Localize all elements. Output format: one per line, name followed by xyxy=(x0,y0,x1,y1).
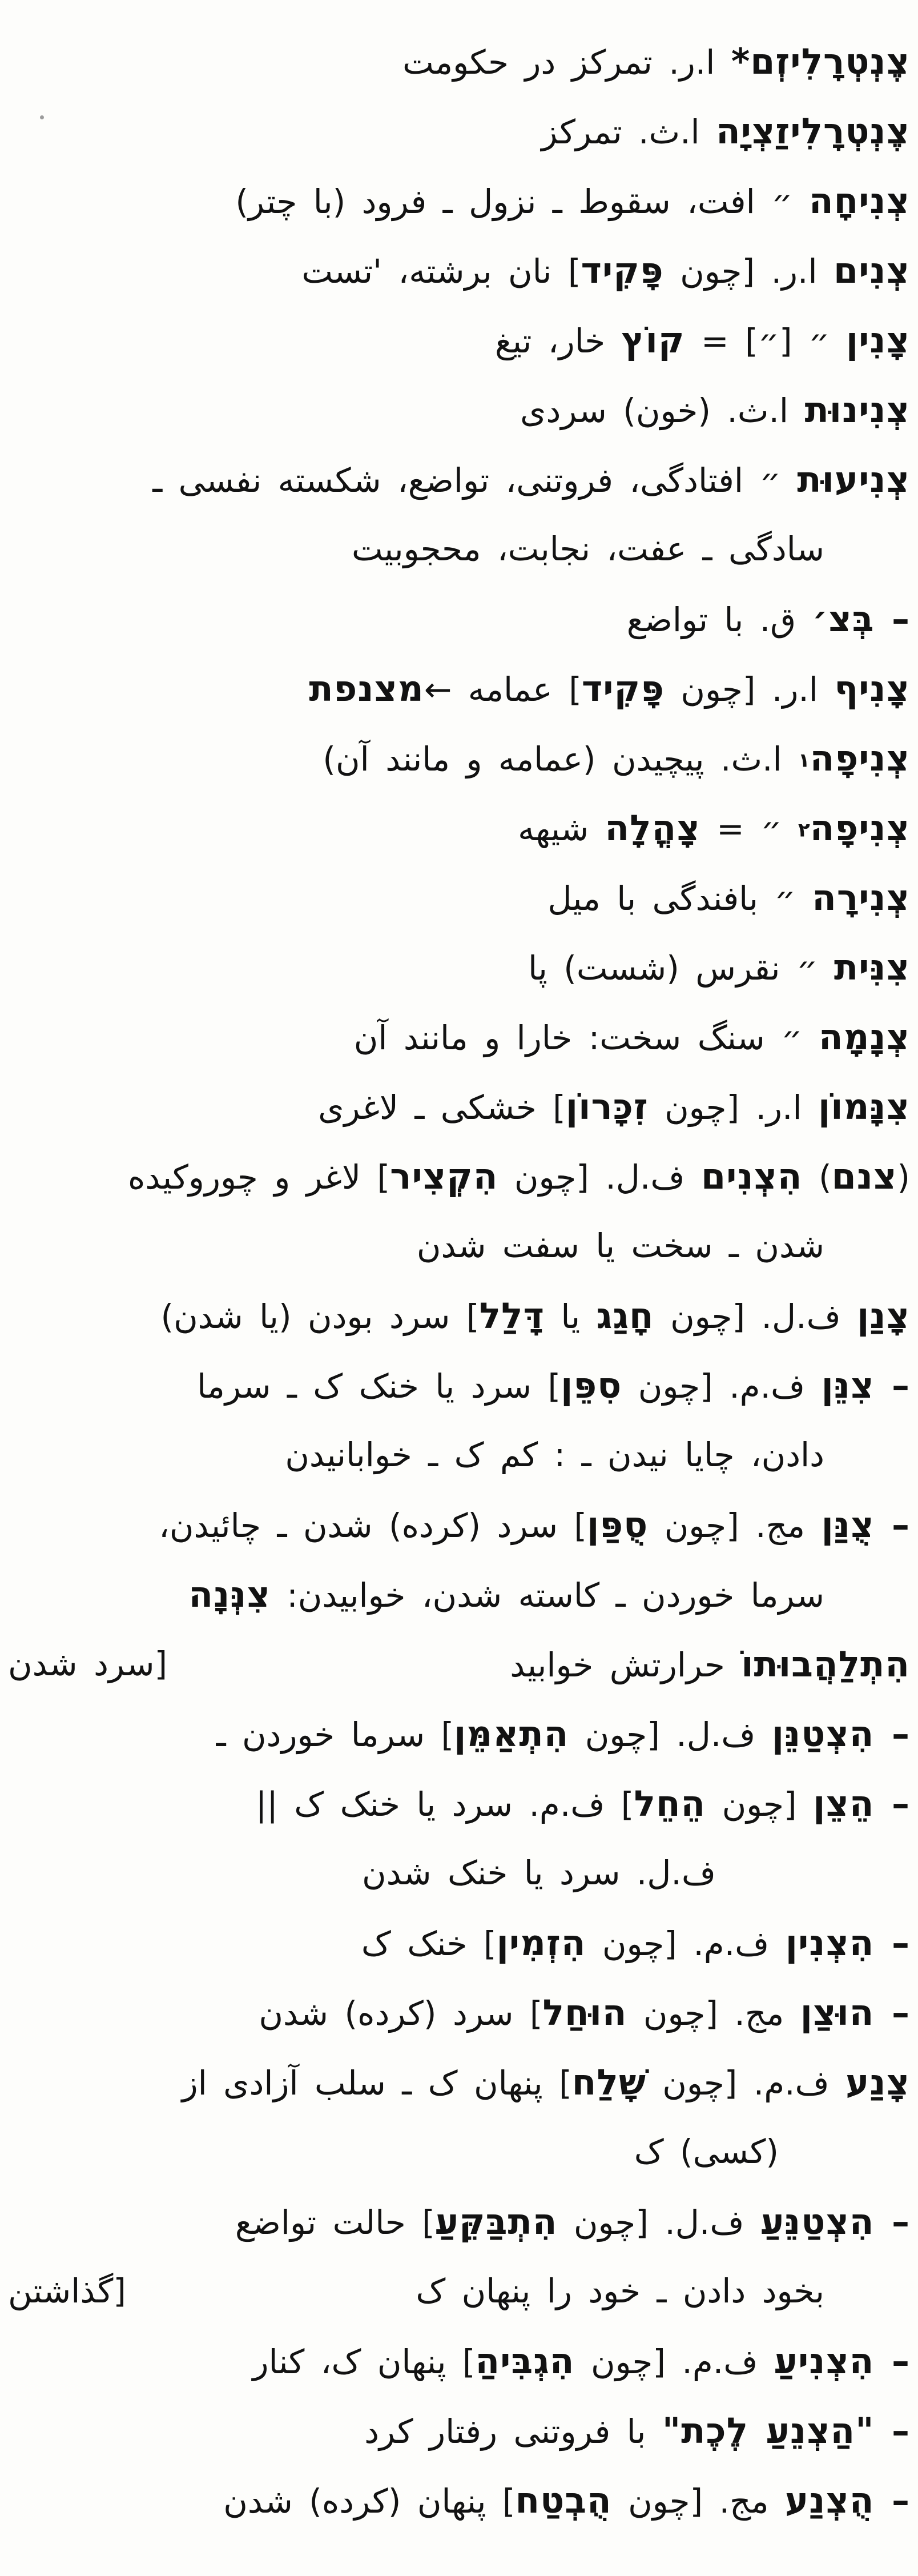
entry-main-text xyxy=(182,2061,910,2103)
hebrew-text: – הִצְטַנֵּעַ xyxy=(760,2200,910,2242)
persian-text: ا.ر. [چون xyxy=(648,1088,818,1127)
entry-line xyxy=(8,305,910,375)
superscript-index: ٢ xyxy=(798,818,810,842)
entry-line xyxy=(8,375,910,444)
hebrew-text: צִנִּית xyxy=(834,946,910,988)
entry-line xyxy=(8,1699,910,1768)
entry-line xyxy=(8,514,910,584)
persian-text: ] سرد (کرده) شدن xyxy=(259,1993,543,2033)
entry-line xyxy=(8,1908,910,1977)
persian-text: مج. [چون xyxy=(611,2481,785,2521)
entry-line xyxy=(8,2465,910,2535)
persian-text: ״ افت، سقوط ـ نزول ـ فرود (با چتر) xyxy=(235,182,809,221)
entry-line xyxy=(8,1072,910,1141)
hebrew-text: – הֵצֵן xyxy=(813,1782,910,1824)
entry-main-text xyxy=(309,668,910,709)
hebrew-text: סֻפַּן xyxy=(587,1503,649,1546)
hebrew-text: צָנַן xyxy=(857,1294,910,1337)
hebrew-text: הִגְבִּיהַ xyxy=(475,2340,575,2382)
persian-text: ] ف.م. سرد یا خنک ک || xyxy=(255,1784,634,1824)
entry-main-text xyxy=(285,1435,824,1474)
hebrew-text: הִצְנִים xyxy=(700,1155,803,1197)
persian-text: ] حالت تواضع xyxy=(235,2202,435,2242)
entry-line xyxy=(8,2326,910,2396)
hebrew-text: צֶנְטְרָלִיזְם* xyxy=(731,40,910,82)
persian-text: ] سرما خوردن ـ xyxy=(216,1715,454,1754)
hebrew-text: צֶנְטְרָלִיזַצְיָה xyxy=(716,110,910,152)
entry-main-text xyxy=(416,2272,824,2310)
entry-main-text xyxy=(223,2479,910,2521)
persian-text: ] خنک ک xyxy=(361,1924,497,1963)
hebrew-text: צְנִיפָה xyxy=(810,806,910,849)
hebrew-text: – "הַצְנֵעַ לֶכֶת" xyxy=(662,2409,910,2451)
entry-line xyxy=(8,235,910,305)
persian-text: ف.ل. [چون xyxy=(557,2202,760,2242)
hebrew-text: צנם xyxy=(831,1155,897,1197)
persian-text: بخود دادن ـ خود را پنهان ک xyxy=(416,2272,824,2310)
persian-text: ] سرد (کرده) شدن ـ چائیدن، xyxy=(159,1506,587,1545)
entry-line xyxy=(8,1141,910,1211)
hebrew-text: – הֻצְנַע xyxy=(784,2479,910,2521)
hebrew-text: צְנִיחָה xyxy=(808,179,910,222)
entry-line xyxy=(8,1211,910,1281)
hebrew-text: צָנִיף xyxy=(834,667,910,709)
entry-main-text xyxy=(259,1992,910,2033)
persian-text: ״ = xyxy=(700,809,799,848)
persian-text: ف.م. [چون xyxy=(646,2063,846,2102)
entry-line xyxy=(8,1629,910,1699)
entry-main-text xyxy=(256,1783,910,1824)
entry-line xyxy=(8,793,910,862)
entry-line xyxy=(8,444,910,514)
persian-text: ف.م. [چون xyxy=(574,2342,774,2381)
persian-text: ف.م. [چون xyxy=(586,1924,786,1963)
persian-text: ״ نقرس (شست) پا xyxy=(528,948,834,988)
hebrew-text: הֵחֵל xyxy=(634,1782,706,1824)
entry-main-text xyxy=(235,180,910,222)
entry-main-text xyxy=(189,1574,824,1615)
entry-line xyxy=(8,2396,910,2465)
hebrew-text: מצנפת xyxy=(309,667,424,709)
scan-speckle xyxy=(40,115,44,119)
persian-text: مج. [چون xyxy=(648,1506,822,1545)
persian-text: ف.ل. [چون xyxy=(498,1157,701,1197)
hebrew-text: הִתְבַּקֵּעַ xyxy=(434,2200,558,2242)
entry-line xyxy=(8,2047,910,2117)
persian-text: حرارتش خوابید xyxy=(510,1645,742,1684)
entry-line xyxy=(8,1281,910,1350)
hebrew-text: צְנִיפָה xyxy=(810,737,910,779)
entry-main-text xyxy=(361,1922,910,1964)
hebrew-text: צָנִין xyxy=(845,319,910,361)
entry-main-text xyxy=(547,877,910,918)
hebrew-text: צְנִינוּת xyxy=(804,388,910,431)
persian-text: ״ افتادگی، فروتنی، تواضع، شکسته نفسی ـ xyxy=(152,460,798,500)
persian-text: خار، تیغ xyxy=(494,321,622,360)
hebrew-text: קוֹץ xyxy=(621,319,685,361)
entry-main-text xyxy=(362,1853,716,1892)
persian-text: ] لاغر و چوروکیده xyxy=(127,1157,390,1197)
hebrew-text: צִנְּנָה xyxy=(188,1573,271,1615)
entry-main-text xyxy=(152,459,910,500)
entry-line xyxy=(8,1490,910,1559)
hebrew-text: הִתְלַהֲבוּתוֹ xyxy=(741,1643,910,1685)
persian-text: شیهه xyxy=(518,809,605,848)
persian-text: ف.م. [چون xyxy=(622,1366,822,1406)
entry-line xyxy=(8,166,910,235)
persian-text: ا.ث. پیچیدن (عمامه و مانند آن) xyxy=(323,739,799,779)
hebrew-text: סִפֵּן xyxy=(561,1364,622,1406)
persian-text: مج. [چون xyxy=(627,1993,800,2033)
entry-main-text xyxy=(197,1365,910,1406)
entry-main-text xyxy=(541,110,910,152)
entry-line xyxy=(8,26,910,96)
left-margin-note: [گذاشتن xyxy=(8,2272,127,2310)
persian-text: ] پنهان (کرده) شدن xyxy=(223,2481,516,2521)
hebrew-text: – הִצְנִין xyxy=(785,1921,910,1964)
persian-text: ] سرد یا خنک ک ـ سرما xyxy=(197,1366,561,1406)
entry-line xyxy=(8,96,910,166)
entry-main-text xyxy=(323,737,910,779)
entry-line xyxy=(8,2117,910,2186)
entry-line xyxy=(8,723,910,793)
entry-main-text xyxy=(235,2201,910,2242)
hebrew-text: הֻבְטַח xyxy=(515,2479,612,2521)
hebrew-text: צְנִירָה xyxy=(812,876,910,918)
entry-main-text xyxy=(364,2410,910,2451)
persian-text: [چون xyxy=(706,1784,814,1824)
superscript-index: ١ xyxy=(798,749,810,772)
entry-main-text xyxy=(301,250,910,291)
hebrew-text: – צִנֵּן xyxy=(821,1364,910,1406)
hebrew-text: צְנִיעוּת xyxy=(797,458,910,500)
persian-text: ا.ث. تمرکز xyxy=(541,112,716,151)
entry-line xyxy=(8,2256,910,2326)
entry-main-text xyxy=(402,41,910,82)
hebrew-text: הִתְאַמֵּן xyxy=(454,1712,569,1755)
persian-text: سادگی ـ عفت، نجابت، محجوبیت xyxy=(352,529,824,568)
persian-text: ] عمامه ← xyxy=(424,669,582,709)
persian-text: ف.ل. [چون xyxy=(654,1297,857,1336)
entry-main-text xyxy=(352,529,824,568)
hebrew-text: פָּקִיד xyxy=(581,249,664,291)
hebrew-text: הוּחַל xyxy=(542,1991,627,2033)
hebrew-text: – צֻנַּן xyxy=(821,1503,910,1546)
persian-text: ] نان برشته، 'تست xyxy=(301,251,581,291)
hebrew-text: צִנָּמוֹן xyxy=(818,1085,910,1127)
persian-text: ״ سنگ سخت: خارا و مانند آن xyxy=(353,1018,819,1057)
entry-main-text xyxy=(354,1016,910,1058)
persian-text: سرما خوردن ـ کاسته شدن، خوابیدن: xyxy=(270,1575,824,1615)
entry-main-text xyxy=(528,946,910,988)
entry-line xyxy=(8,1002,910,1072)
entry-line xyxy=(8,2186,910,2256)
persian-text: ״ بافندگی با میل xyxy=(547,878,812,918)
hebrew-text: – הִצְטַנֵּן xyxy=(771,1712,910,1755)
entry-main-text xyxy=(216,1713,910,1755)
hebrew-text: פָּקִיד xyxy=(581,667,665,709)
persian-text: با فروتنی رفتار کرد xyxy=(364,2412,662,2451)
persian-text: ״ [״] = xyxy=(685,321,846,360)
persian-text: (کسی) ک xyxy=(634,2132,779,2171)
entry-main-text xyxy=(627,598,910,640)
entry-main-text xyxy=(417,1226,824,1265)
entry-line xyxy=(8,1350,910,1420)
persian-text: دادن، چایا نیدن ـ : کم ک ـ خوابانیدن xyxy=(285,1435,824,1474)
hebrew-text: הִקְצִיר xyxy=(390,1155,498,1197)
entry-line xyxy=(8,584,910,653)
entry-main-text xyxy=(520,389,910,431)
hebrew-text: – הוּצַן xyxy=(800,1991,910,2033)
hebrew-text: – הִצְנִיעַ xyxy=(774,2340,910,2382)
entry-main-text xyxy=(159,1504,910,1546)
entry-line xyxy=(8,1838,910,1908)
hebrew-text: – בְּצ׳ xyxy=(812,597,910,640)
persian-text: ا.ث. (خون) سردی xyxy=(520,391,805,430)
hebrew-text: צְנִים xyxy=(834,249,910,291)
persian-text: ا.ر. [چون xyxy=(664,669,835,709)
persian-text: ا.ر. [چون xyxy=(663,251,834,291)
persian-text: ا.ر. تمرکز در حکومت xyxy=(402,42,731,82)
entry-main-text xyxy=(518,807,910,849)
hebrew-text: צָהֳלָה xyxy=(605,806,700,849)
persian-text: ) xyxy=(802,1157,832,1197)
hebrew-text: צָנַע xyxy=(845,2061,910,2103)
persian-text: شدن ـ سخت یا سفت شدن xyxy=(416,1226,824,1265)
entry-line xyxy=(8,932,910,1002)
hebrew-text: הִזְמִין xyxy=(496,1921,586,1964)
entry-main-text xyxy=(128,1155,910,1197)
entry-main-text xyxy=(510,1643,910,1685)
hebrew-text: חָגַג xyxy=(596,1294,654,1337)
persian-text: ف.ل. سرد یا خنک شدن xyxy=(361,1853,716,1892)
persian-text: ] پنهان ک، کنار xyxy=(252,2342,476,2381)
entry-line xyxy=(8,1420,910,1490)
persian-text: ف.ل. [چون xyxy=(569,1715,772,1754)
entry-line xyxy=(8,653,910,723)
entry-line xyxy=(8,1559,910,1629)
entry-main-text xyxy=(495,319,910,361)
entry-line xyxy=(8,1768,910,1838)
entry-main-text xyxy=(253,2340,910,2382)
left-margin-note: [سرد شدن xyxy=(8,1644,168,1683)
hebrew-text: דָּלַל xyxy=(479,1294,545,1337)
persian-text: ( xyxy=(897,1157,910,1197)
persian-text: ] سرد بودن (یا شدن) xyxy=(160,1297,480,1336)
hebrew-text: צְנָמָה xyxy=(818,1016,910,1058)
entry-line xyxy=(8,1977,910,2047)
persian-text: یا xyxy=(544,1297,597,1336)
persian-text: ق. با تواضع xyxy=(626,600,812,639)
entry-line xyxy=(8,862,910,932)
entry-main-text xyxy=(634,2132,779,2171)
entry-main-text xyxy=(160,1295,910,1337)
hebrew-text: שָׁלַח xyxy=(571,2061,646,2103)
persian-text: ] پنهان ک ـ سلب آزادی از xyxy=(182,2063,572,2102)
persian-text: ] خشکی ـ لاغری xyxy=(318,1088,566,1127)
hebrew-text: זִכָּרוֹן xyxy=(565,1085,649,1127)
entry-main-text xyxy=(318,1086,910,1127)
